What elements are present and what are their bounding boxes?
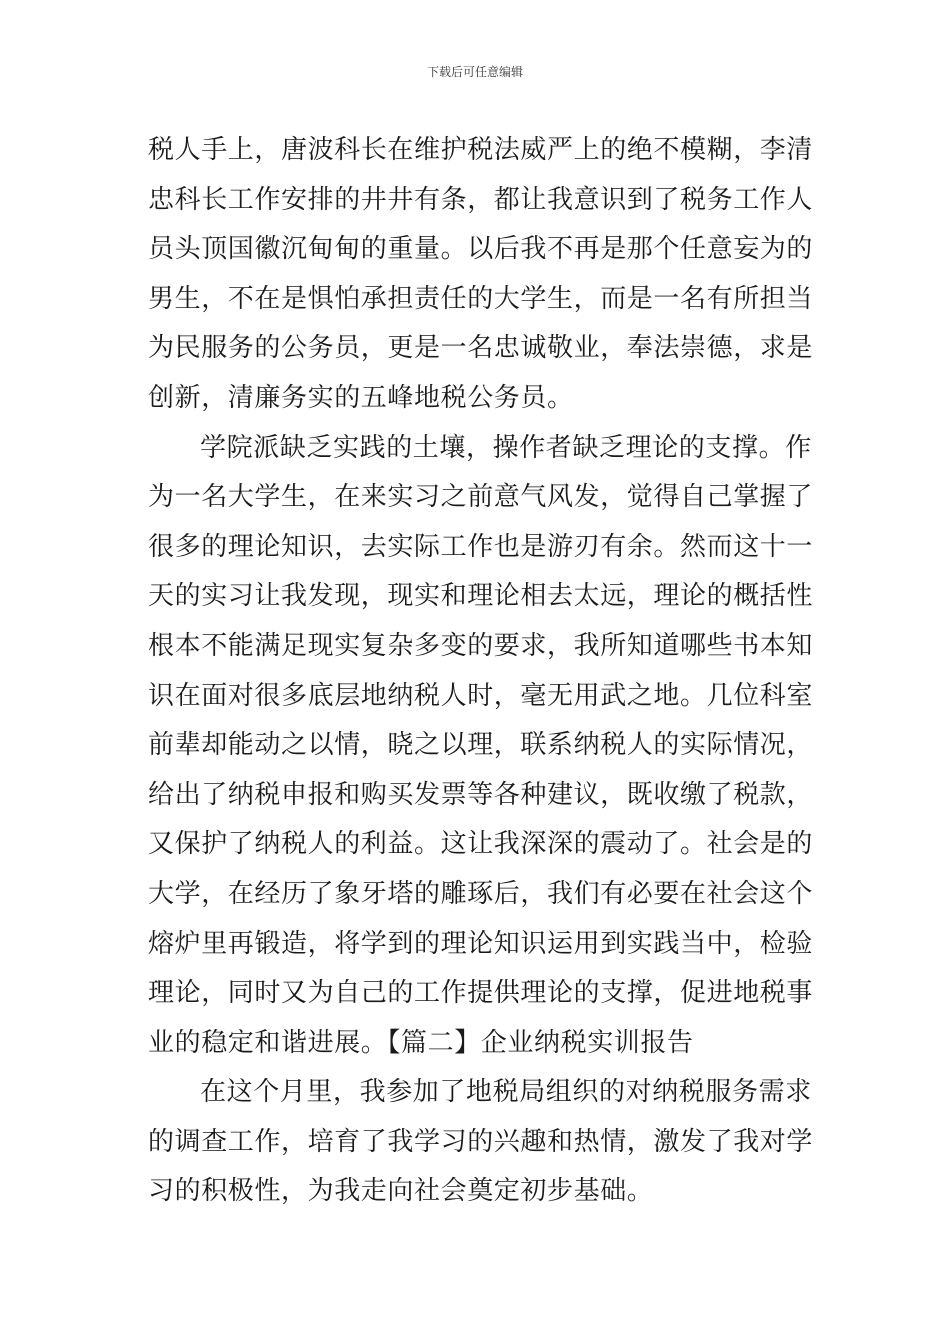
text-line: 忠科长工作安排的井井有条，都让我意识到了税务工作人 [148,184,814,215]
text-line: 前辈却能动之以情，晓之以理，联系纳税人的实际情况， [148,730,814,761]
text-line: 根本不能满足现实复杂多变的要求，我所知道哪些书本知 [148,630,814,661]
text-line: 给出了纳税申报和购买发票等各种建议，既收缴了税款， [148,779,814,810]
text-line: 天的实习让我发现，现实和理论相去太远，理论的概括性 [148,581,814,612]
text-line: 男生，不在是惧怕承担责任的大学生，而是一名有所担当 [148,283,814,314]
text-line: 创新，清廉务实的五峰地税公务员。 [148,382,574,413]
text-line: 习的积极性，为我走向社会奠定初步基础。 [148,1176,654,1207]
text-line: 税人手上，唐波科长在维护税法威严上的绝不模糊，李清 [148,135,814,165]
text-line: 的调查工作，培育了我学习的兴趣和热情，激发了我对学 [148,1126,814,1157]
text-line: 很多的理论知识，去实际工作也是游刃有余。然而这十一 [148,531,814,562]
text-line: 理论，同时又为自己的工作提供理论的支撑，促进地税事 [148,978,814,1009]
text-line: 为一名大学生，在来实习之前意气风发，觉得自己掌握了 [148,482,814,513]
document-body [148,126,814,1217]
text-line: 识在面对很多底层地纳税人时，毫无用武之地。几位科室 [148,680,814,711]
text-line: 为民服务的公务员，更是一名忠诚敬业，奉法崇德，求是 [148,333,814,364]
text-line: 又保护了纳税人的利益。这让我深深的震动了。社会是的 [148,829,814,860]
paragraph-first-line: 在这个月里，我参加了地税局组织的对纳税服务需求 [200,1077,812,1108]
text-line: 熔炉里再锻造，将学到的理论知识运用到实践当中，检验 [148,928,814,959]
text-line: 业的稳定和谐进展。【篇二】企业纳税实训报告 [148,1027,694,1058]
page-header: 下载后可任意编辑 [426,65,523,79]
text-line: 员头顶国徽沉甸甸的重量。以后我不再是那个任意妄为的 [148,234,814,265]
text-line: 大学，在经历了象牙塔的雕琢后，我们有必要在社会这个 [148,878,814,909]
paragraph-first-line: 学院派缺乏实践的土壤，操作者缺乏理论的支撑。作 [200,432,812,463]
